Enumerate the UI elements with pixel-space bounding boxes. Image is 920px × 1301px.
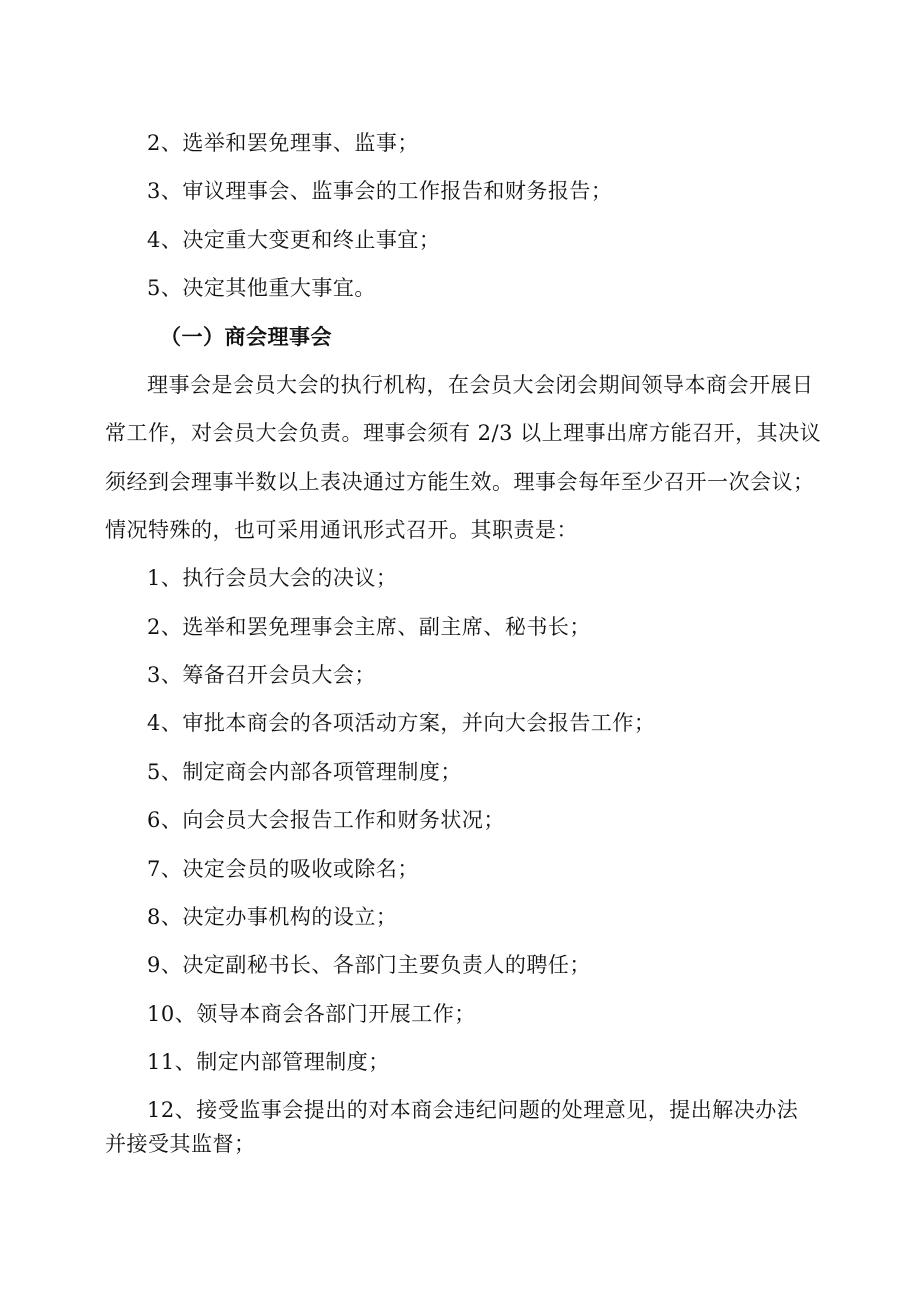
list-item-top-3: 3、审议理事会、监事会的工作报告和财务报告； [147,179,613,203]
list-item-top-4: 4、决定重大变更和终止事宜； [147,228,441,252]
list-item-top-5: 5、决定其他重大事宜。 [147,276,376,300]
duty-item-8: 8、决定办事机构的设立； [147,905,398,929]
duty-item-2: 2、选举和罢免理事会主席、副主席、秘书长； [147,615,591,639]
paragraph-line-4: 情况特殊的，也可采用通讯形式召开。其职责是： [105,518,578,542]
duty-item-9: 9、决定副秘书长、各部门主要负责人的聘任； [147,953,591,977]
duty-item-12: 12、接受监事会提出的对本商会违纪问题的处理意见，提出解决办法 [147,1098,799,1122]
list-item-top-2: 2、选举和罢免理事、监事； [147,131,419,155]
duty-item-1: 1、执行会员大会的决议； [147,566,398,590]
paragraph-line-2: 常工作，对会员大会负责。理事会须有 2/3 以上理事出席方能召开，其决议 [105,421,822,445]
duty-item-12-continuation: 并接受其监督； [105,1132,256,1156]
paragraph-line-3: 须经到会理事半数以上表决通过方能生效。理事会每年至少召开一次会议； [105,470,815,494]
duty-item-10: 10、领导本商会各部门开展工作； [147,1002,476,1026]
section-heading: （一）商会理事会 [160,325,332,349]
duty-item-4: 4、审批本商会的各项活动方案，并向大会报告工作； [147,711,656,735]
duty-item-5: 5、制定商会内部各项管理制度； [147,760,462,784]
duty-item-6: 6、向会员大会报告工作和财务状况； [147,808,505,832]
duty-item-3: 3、筹备召开会员大会； [147,663,376,687]
duty-item-7: 7、决定会员的吸收或除名； [147,857,419,881]
paragraph-line-1: 理事会是会员大会的执行机构，在会员大会闭会期间领导本商会开展日 [147,373,814,397]
duty-item-11: 11、制定内部管理制度； [147,1050,390,1074]
